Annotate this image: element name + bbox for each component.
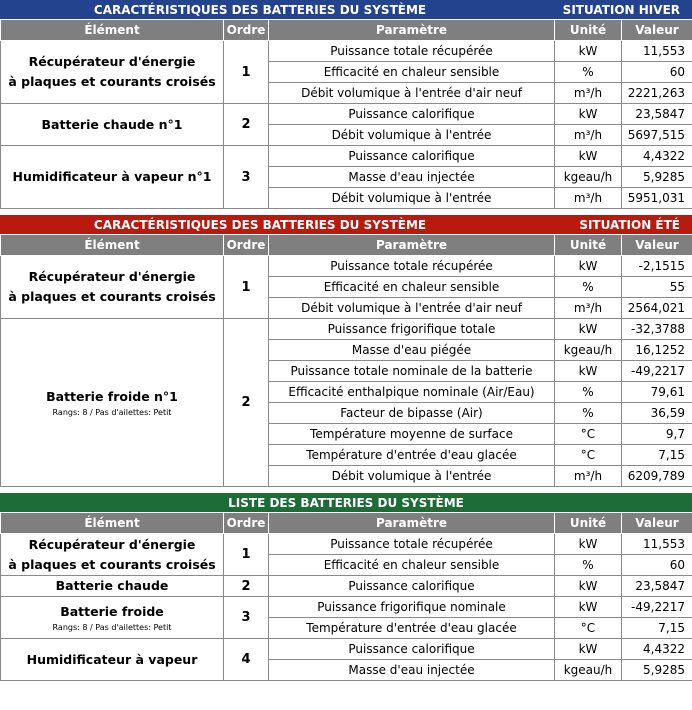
section-liste [0,493,692,681]
unit-cell: kW [555,146,622,167]
value-cell: 55 [622,277,692,298]
unit-cell: % [555,277,622,298]
column-header-unite: Unité [555,235,622,256]
value-cell: -49,2217 [622,597,692,618]
parameter-cell: Puissance totale nominale de la batterie [269,361,555,382]
parameter-cell: Puissance calorifique [269,146,555,167]
unit-cell: °C [555,424,622,445]
parameter-cell: Température d'entrée d'eau glacée [269,618,555,639]
element-name: Humidificateur à vapeur [26,651,198,667]
unit-cell: kgeau/h [555,660,622,681]
parameter-cell: Puissance calorifique [269,639,555,660]
parameter-cell: Puissance frigorifique nominale [269,597,555,618]
element-cell [1,534,224,576]
element-name-line2: à plaques et courants croisés [8,556,216,572]
header-row [1,513,692,534]
element-cell [1,146,224,209]
column-header-element: Élément [1,20,224,41]
unit-cell: kW [555,319,622,340]
unit-cell: m³/h [555,298,622,319]
column-header-ordre: Ordre [224,513,269,534]
parameter-cell: Masse d'eau piégée [269,340,555,361]
column-header-unite: Unité [555,20,622,41]
header-row [1,20,692,41]
element-cell [1,104,224,146]
parameter-cell: Puissance calorifique [269,104,555,125]
section-ete [0,215,692,487]
unit-cell: % [555,382,622,403]
column-header-valeur: Valeur [622,235,692,256]
value-cell: 36,59 [622,403,692,424]
parameter-cell: Débit volumique à l'entrée d'air neuf [269,83,555,104]
value-cell: 9,7 [622,424,692,445]
element-name-line2: à plaques et courants croisés [8,74,216,89]
unit-cell: kW [555,256,622,277]
section-title: CARACTÉRISTIQUES DES BATTERIES DU SYSTÈME [93,218,427,232]
element-cell [1,256,224,319]
order-cell: 1 [224,256,269,319]
parameter-cell: Débit volumique à l'entrée [269,188,555,209]
table-hiver [0,20,692,209]
parameter-cell: Débit volumique à l'entrée [269,125,555,146]
value-cell: 7,15 [622,618,692,639]
parameter-cell: Facteur de bipasse (Air) [269,403,555,424]
column-header-parametre: Paramètre [269,513,555,534]
unit-cell: kW [555,104,622,125]
section-liste-header [0,493,692,513]
table-row [1,146,692,167]
table-row [1,534,692,555]
table-row [1,639,692,660]
parameter-cell: Température d'entrée d'eau glacée [269,445,555,466]
order-cell: 3 [224,146,269,209]
column-header-valeur: Valeur [622,20,692,41]
order-cell: 2 [224,104,269,146]
element-name: Batterie froide n°1 [46,388,178,404]
element-name: Batterie froide [60,603,164,619]
parameter-cell: Efficacité en chaleur sensible [269,555,555,576]
unit-cell: kW [555,361,622,382]
unit-cell: kW [555,41,622,62]
element-name: Humidificateur à vapeur n°1 [12,169,212,184]
element-cell [1,319,224,487]
table-row [1,256,692,277]
parameter-cell: Température moyenne de surface [269,424,555,445]
element-details: Rangs: 8 / Pas d'ailettes: Petit [52,622,172,632]
unit-cell: kW [555,534,622,555]
value-cell: 2564,021 [622,298,692,319]
value-cell: 2221,263 [622,83,692,104]
table-row [1,41,692,62]
order-cell: 1 [224,41,269,104]
column-header-parametre: Paramètre [269,235,555,256]
unit-cell: °C [555,445,622,466]
parameter-cell: Puissance frigorifique totale [269,319,555,340]
unit-cell: kW [555,597,622,618]
element-cell [1,597,224,639]
parameter-cell: Puissance totale récupérée [269,41,555,62]
element-name: Récupérateur d'énergie [28,536,196,552]
unit-cell: kW [555,639,622,660]
unit-cell: m³/h [555,188,622,209]
header-row [1,235,692,256]
unit-cell: °C [555,618,622,639]
element-name: Batterie chaude n°1 [41,116,183,132]
column-header-unite: Unité [555,513,622,534]
order-cell: 3 [224,597,269,639]
section-hiver-header [0,0,692,20]
order-cell: 4 [224,639,269,681]
column-header-ordre: Ordre [224,20,269,41]
table-row [1,319,692,340]
value-cell: 5951,031 [622,188,692,209]
element-name: Récupérateur d'énergie [28,54,196,69]
parameter-cell: Puissance totale récupérée [269,534,555,555]
value-cell: -32,3788 [622,319,692,340]
unit-cell: kgeau/h [555,340,622,361]
value-cell: 60 [622,62,692,83]
parameter-cell: Efficacité enthalpique nominale (Air/Eau) [269,382,555,403]
section-title: CARACTÉRISTIQUES DES BATTERIES DU SYSTÈME [93,3,427,17]
element-cell [1,576,224,597]
column-header-element: Élément [1,235,224,256]
unit-cell: m³/h [555,125,622,146]
parameter-cell: Débit volumique à l'entrée [269,466,555,487]
unit-cell: % [555,62,622,83]
unit-cell: % [555,403,622,424]
section-ete-header [0,215,692,235]
value-cell: 4,4322 [622,639,692,660]
unit-cell: kgeau/h [555,167,622,188]
parameter-cell: Masse d'eau injectée [269,660,555,681]
element-name-line2: à plaques et courants croisés [8,289,216,304]
order-cell: 1 [224,534,269,576]
value-cell: 11,553 [622,41,692,62]
value-cell: 60 [622,555,692,576]
parameter-cell: Puissance totale récupérée [269,256,555,277]
element-cell [1,639,224,681]
unit-cell: % [555,555,622,576]
value-cell: -2,1515 [622,256,692,277]
column-header-ordre: Ordre [224,235,269,256]
element-name: Récupérateur d'énergie [28,269,196,284]
value-cell: 79,61 [622,382,692,403]
value-cell: 11,553 [622,534,692,555]
parameter-cell: Efficacité en chaleur sensible [269,277,555,298]
column-header-valeur: Valeur [622,513,692,534]
value-cell: 4,4322 [622,146,692,167]
parameter-cell: Puissance calorifique [269,576,555,597]
unit-cell: kW [555,576,622,597]
section-title: LISTE DES BATTERIES DU SYSTÈME [228,496,464,510]
table-liste [0,513,692,681]
value-cell: 16,1252 [622,340,692,361]
value-cell: 5,9285 [622,660,692,681]
parameter-cell: Masse d'eau injectée [269,167,555,188]
parameter-cell: Débit volumique à l'entrée d'air neuf [269,298,555,319]
table-ete [0,235,692,487]
column-header-parametre: Paramètre [269,20,555,41]
value-cell: 7,15 [622,445,692,466]
value-cell: -49,2217 [622,361,692,382]
unit-cell: m³/h [555,83,622,104]
value-cell: 6209,789 [622,466,692,487]
column-header-element: Élément [1,513,224,534]
element-details: Rangs: 8 / Pas d'ailettes: Petit [52,407,172,417]
order-cell: 2 [224,319,269,487]
section-hiver [0,0,692,209]
table-row [1,597,692,618]
table-row [1,576,692,597]
situation-label: SITUATION ÉTÉ [579,218,680,232]
value-cell: 23,5847 [622,104,692,125]
value-cell: 23,5847 [622,576,692,597]
parameter-cell: Efficacité en chaleur sensible [269,62,555,83]
situation-label: SITUATION HIVER [562,3,680,17]
element-name: Batterie chaude [55,578,169,593]
element-cell [1,41,224,104]
order-cell: 2 [224,576,269,597]
unit-cell: m³/h [555,466,622,487]
value-cell: 5,9285 [622,167,692,188]
value-cell: 5697,515 [622,125,692,146]
table-row [1,104,692,125]
